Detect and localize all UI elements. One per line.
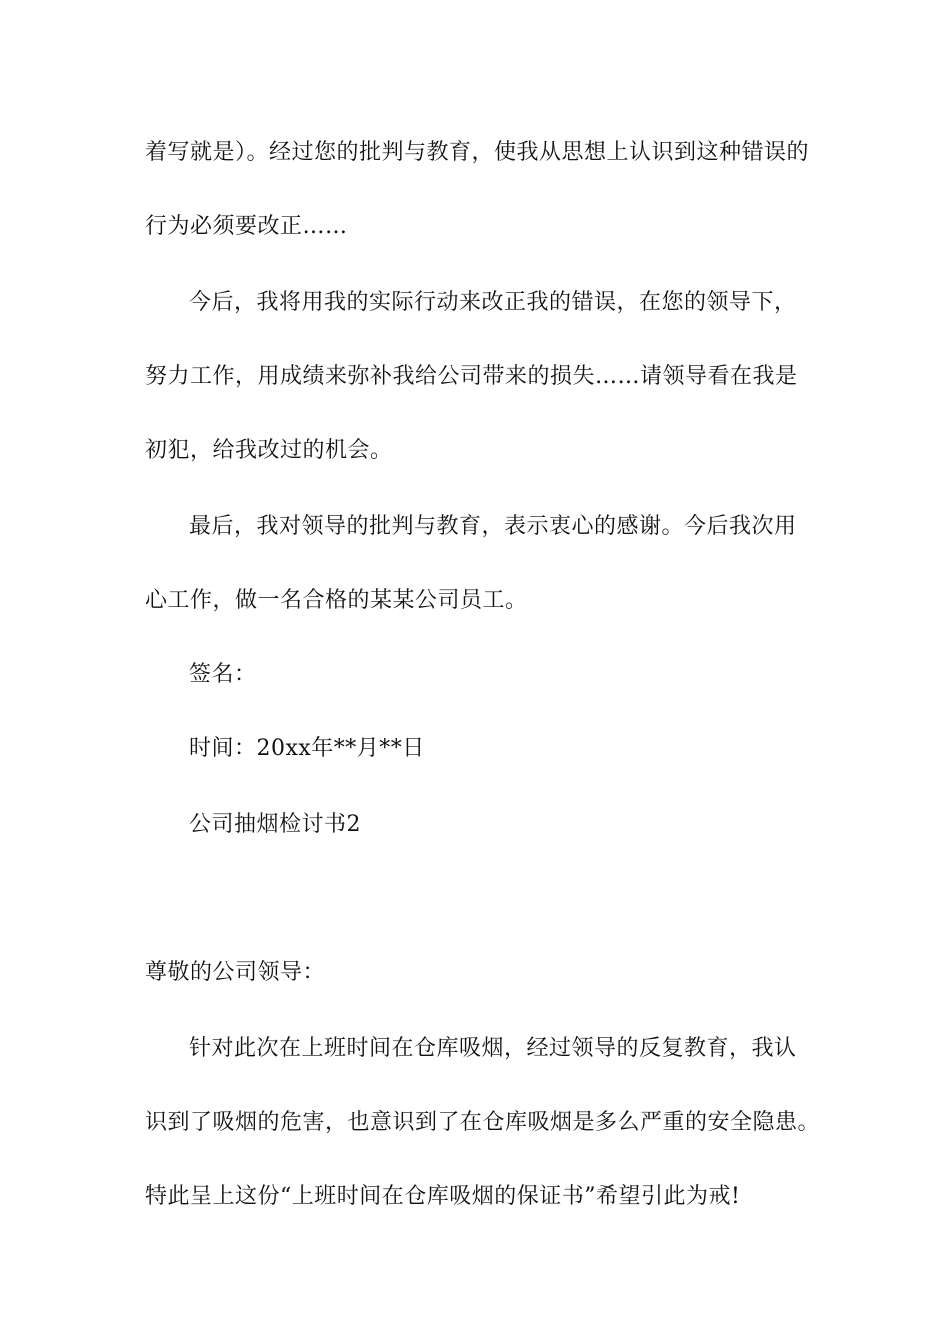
paragraph-line: 心工作，做一名合格的某某公司员工。 (145, 588, 528, 613)
date-line: 时间：20xx年**月**日 (189, 736, 425, 761)
paragraph-line: 最后，我对领导的批判与教育，表示衷心的感谢。今后我次用 (189, 514, 797, 539)
paragraph-line: 识到了吸烟的危害，也意识到了在仓库吸烟是多么严重的安全隐患。 (145, 1110, 821, 1135)
paragraph-line: 特此呈上这份“上班时间在仓库吸烟的保证书”希望引此为戒! (145, 1184, 741, 1209)
paragraph-line: 着写就是）。经过您的批判与教育，使我从思想上认识到这种错误的 (145, 140, 810, 165)
section-title: 公司抽烟检讨书2 (189, 812, 361, 837)
paragraph-line: 初犯，给我改过的机会。 (145, 438, 393, 463)
paragraph-line: 今后，我将用我的实际行动来改正我的错误，在您的领导下， (189, 290, 797, 315)
paragraph-line: 针对此次在上班时间在仓库吸烟，经过领导的反复教育，我认 (189, 1036, 797, 1061)
signature-label: 签名： (189, 662, 257, 687)
paragraph-line: 行为必须要改正…… (145, 214, 348, 239)
paragraph-line: 努力工作，用成绩来弥补我给公司带来的损失……请领导看在我是 (145, 364, 798, 389)
salutation: 尊敬的公司领导： (145, 960, 326, 985)
